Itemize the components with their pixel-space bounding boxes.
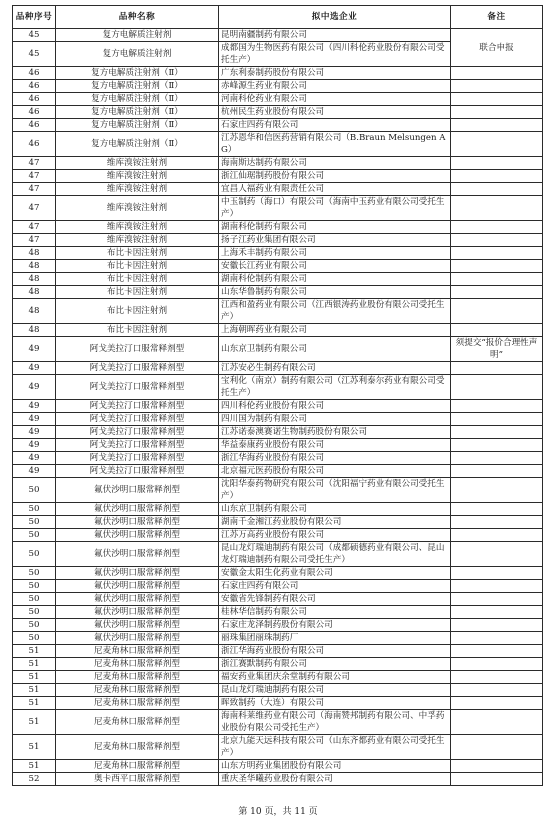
drug-name-cell: 氟伏沙明口服常释剂型 [56, 606, 219, 619]
table-row [13, 439, 543, 452]
seq-cell: 48 [13, 247, 56, 260]
table-row [13, 503, 543, 516]
remark-cell: 须提交“报价合理性声明” [451, 337, 543, 362]
drug-name-cell: 氟伏沙明口服常释剂型 [56, 516, 219, 529]
company-cell: 江苏安必生制药有限公司 [219, 362, 451, 375]
remark-cell [451, 529, 543, 542]
table-row [13, 400, 543, 413]
drug-name-cell: 阿戈美拉汀口服常释剂型 [56, 362, 219, 375]
seq-cell: 50 [13, 478, 56, 503]
remark-cell [451, 773, 543, 786]
drug-name-cell: 阿戈美拉汀口服常释剂型 [56, 413, 219, 426]
company-cell: 浙江赛默制药有限公司 [219, 658, 451, 671]
table-row [13, 247, 543, 260]
seq-cell: 49 [13, 375, 56, 400]
remark-cell [451, 452, 543, 465]
remark-cell: 联合申报 [451, 29, 543, 67]
header-seq: 品种序号 [13, 6, 56, 29]
table-row [13, 299, 543, 324]
table-body [13, 29, 543, 786]
remark-cell [451, 80, 543, 93]
seq-cell: 49 [13, 465, 56, 478]
remark-cell [451, 132, 543, 157]
company-cell: 丽珠集团丽珠制药厂 [219, 632, 451, 645]
company-cell: 昆山龙灯瑞迪制药有限公司（成都硕德药业有限公司、昆山龙灯瑞迪制药有限公司受托生产） [219, 542, 451, 567]
seq-cell: 50 [13, 529, 56, 542]
drug-name-cell: 布比卡因注射剂 [56, 286, 219, 299]
table-row [13, 684, 543, 697]
table-row [13, 80, 543, 93]
company-cell: 湖南科伦制药有限公司 [219, 273, 451, 286]
drug-name-cell: 维库溴铵注射剂 [56, 183, 219, 196]
seq-cell: 51 [13, 710, 56, 735]
seq-cell: 52 [13, 773, 56, 786]
remark-cell [451, 413, 543, 426]
drug-name-cell: 尼麦角林口服常释剂型 [56, 684, 219, 697]
company-cell: 安徽长江药业有限公司 [219, 260, 451, 273]
table-row [13, 362, 543, 375]
remark-cell [451, 324, 543, 337]
drug-name-cell: 复方电解质注射剂（Ⅱ） [56, 80, 219, 93]
drug-name-cell: 复方电解质注射剂（Ⅱ） [56, 67, 219, 80]
seq-cell: 51 [13, 697, 56, 710]
remark-cell [451, 400, 543, 413]
table-row [13, 773, 543, 786]
table-row [13, 529, 543, 542]
seq-cell: 46 [13, 93, 56, 106]
drug-name-cell: 复方电解质注射剂（Ⅱ） [56, 132, 219, 157]
seq-cell: 46 [13, 106, 56, 119]
table-row [13, 465, 543, 478]
seq-cell: 51 [13, 684, 56, 697]
table-row [13, 542, 543, 567]
drug-name-cell: 氟伏沙明口服常释剂型 [56, 567, 219, 580]
table-row [13, 478, 543, 503]
seq-cell: 45 [13, 42, 56, 67]
company-cell: 山东京卫制药有限公司 [219, 503, 451, 516]
drug-name-cell: 阿戈美拉汀口服常释剂型 [56, 465, 219, 478]
seq-cell: 50 [13, 580, 56, 593]
drug-name-cell: 布比卡因注射剂 [56, 247, 219, 260]
remark-cell [451, 710, 543, 735]
seq-cell: 51 [13, 735, 56, 760]
company-cell: 石家庄四药有限公司 [219, 119, 451, 132]
table-row [13, 567, 543, 580]
company-cell: 四川国为制药有限公司 [219, 413, 451, 426]
company-cell: 湖南科伦制药有限公司 [219, 221, 451, 234]
table-row [13, 170, 543, 183]
table-row [13, 580, 543, 593]
drug-name-cell: 阿戈美拉汀口服常释剂型 [56, 426, 219, 439]
seq-cell: 50 [13, 593, 56, 606]
remark-cell [451, 580, 543, 593]
remark-cell [451, 362, 543, 375]
company-cell: 石家庄龙泽制药股份有限公司 [219, 619, 451, 632]
seq-cell: 47 [13, 157, 56, 170]
drug-name-cell: 维库溴铵注射剂 [56, 157, 219, 170]
seq-cell: 46 [13, 80, 56, 93]
company-cell: 晖致制药（大连）有限公司 [219, 697, 451, 710]
seq-cell: 51 [13, 658, 56, 671]
company-cell: 宝利化（南京）制药有限公司（江苏利泰尔药业有限公司受托生产） [219, 375, 451, 400]
company-cell: 广东利泰制药股份有限公司 [219, 67, 451, 80]
drug-name-cell: 复方电解质注射剂（Ⅱ） [56, 106, 219, 119]
company-cell: 江苏万高药业股份有限公司 [219, 529, 451, 542]
drug-name-cell: 阿戈美拉汀口服常释剂型 [56, 337, 219, 362]
drug-name-cell: 维库溴铵注射剂 [56, 234, 219, 247]
drug-name-cell: 尼麦角林口服常释剂型 [56, 658, 219, 671]
table-row [13, 452, 543, 465]
table-row [13, 157, 543, 170]
seq-cell: 48 [13, 286, 56, 299]
company-cell: 海南斯达制药有限公司 [219, 157, 451, 170]
company-cell: 桂林华信制药有限公司 [219, 606, 451, 619]
seq-cell: 48 [13, 299, 56, 324]
table-row [13, 337, 543, 362]
remark-cell [451, 735, 543, 760]
remark-cell [451, 67, 543, 80]
drug-name-cell: 氟伏沙明口服常释剂型 [56, 478, 219, 503]
company-cell: 山东京卫制药有限公司 [219, 337, 451, 362]
drug-name-cell: 阿戈美拉汀口服常释剂型 [56, 375, 219, 400]
company-cell: 浙江华海药业股份有限公司 [219, 452, 451, 465]
table-row [13, 132, 543, 157]
company-cell: 海南科莱维药业有限公司（海南赞邦制药有限公司、中孚药业股份有限公司受托生产） [219, 710, 451, 735]
seq-cell: 49 [13, 452, 56, 465]
seq-cell: 47 [13, 183, 56, 196]
table-row [13, 516, 543, 529]
procurement-table [12, 5, 543, 786]
seq-cell: 50 [13, 503, 56, 516]
seq-cell: 48 [13, 324, 56, 337]
remark-cell [451, 183, 543, 196]
company-cell: 河南科伦药业有限公司 [219, 93, 451, 106]
remark-cell [451, 119, 543, 132]
seq-cell: 47 [13, 196, 56, 221]
remark-cell [451, 567, 543, 580]
table-row [13, 760, 543, 773]
table-row [13, 671, 543, 684]
drug-name-cell: 尼麦角林口服常释剂型 [56, 760, 219, 773]
seq-cell: 46 [13, 67, 56, 80]
remark-cell [451, 170, 543, 183]
drug-name-cell: 氟伏沙明口服常释剂型 [56, 632, 219, 645]
drug-name-cell: 阿戈美拉汀口服常释剂型 [56, 439, 219, 452]
company-cell: 石家庄四药有限公司 [219, 580, 451, 593]
seq-cell: 49 [13, 413, 56, 426]
drug-name-cell: 维库溴铵注射剂 [56, 221, 219, 234]
seq-cell: 50 [13, 619, 56, 632]
seq-cell: 48 [13, 273, 56, 286]
table-row [13, 710, 543, 735]
drug-name-cell: 阿戈美拉汀口服常释剂型 [56, 452, 219, 465]
company-cell: 安徽金太阳生化药业有限公司 [219, 567, 451, 580]
company-cell: 上海禾丰制药有限公司 [219, 247, 451, 260]
company-cell: 昆山龙灯瑞迪制药有限公司 [219, 684, 451, 697]
remark-cell [451, 645, 543, 658]
company-cell: 杭州民生药业股份有限公司 [219, 106, 451, 119]
table-row [13, 735, 543, 760]
drug-name-cell: 维库溴铵注射剂 [56, 170, 219, 183]
table-row [13, 697, 543, 710]
remark-cell [451, 542, 543, 567]
table-row [13, 286, 543, 299]
table-row [13, 375, 543, 400]
table-row [13, 273, 543, 286]
company-cell: 华益泰康药业股份有限公司 [219, 439, 451, 452]
remark-cell [451, 375, 543, 400]
table-row [13, 29, 543, 42]
remark-cell [451, 106, 543, 119]
drug-name-cell: 尼麦角林口服常释剂型 [56, 671, 219, 684]
drug-name-cell: 布比卡因注射剂 [56, 273, 219, 286]
header-company: 拟中选企业 [219, 6, 451, 29]
seq-cell: 49 [13, 337, 56, 362]
drug-name-cell: 氟伏沙明口服常释剂型 [56, 593, 219, 606]
remark-cell [451, 93, 543, 106]
table-header-row [13, 6, 543, 29]
table-row [13, 606, 543, 619]
remark-cell [451, 658, 543, 671]
drug-name-cell: 氟伏沙明口服常释剂型 [56, 503, 219, 516]
table-row [13, 106, 543, 119]
remark-cell [451, 247, 543, 260]
seq-cell: 50 [13, 567, 56, 580]
remark-cell [451, 593, 543, 606]
remark-cell [451, 619, 543, 632]
remark-cell [451, 196, 543, 221]
company-cell: 浙江华海药业股份有限公司 [219, 645, 451, 658]
drug-name-cell: 尼麦角林口服常释剂型 [56, 645, 219, 658]
remark-cell [451, 671, 543, 684]
seq-cell: 51 [13, 671, 56, 684]
remark-cell [451, 221, 543, 234]
table-row [13, 183, 543, 196]
drug-name-cell: 复方电解质注射剂（Ⅱ） [56, 119, 219, 132]
table-row [13, 260, 543, 273]
seq-cell: 46 [13, 132, 56, 157]
seq-cell: 47 [13, 234, 56, 247]
company-cell: 安徽省先锋制药有限公司 [219, 593, 451, 606]
remark-cell [451, 606, 543, 619]
remark-cell [451, 286, 543, 299]
remark-cell [451, 439, 543, 452]
company-cell: 宜昌人福药业有限责任公司 [219, 183, 451, 196]
drug-name-cell: 尼麦角林口服常释剂型 [56, 735, 219, 760]
drug-name-cell: 阿戈美拉汀口服常释剂型 [56, 400, 219, 413]
table-row [13, 619, 543, 632]
remark-cell [451, 299, 543, 324]
header-drug-name: 品种名称 [56, 6, 219, 29]
table-row [13, 67, 543, 80]
seq-cell: 50 [13, 516, 56, 529]
table-row [13, 413, 543, 426]
drug-name-cell: 氟伏沙明口服常释剂型 [56, 529, 219, 542]
table-row [13, 645, 543, 658]
seq-cell: 50 [13, 632, 56, 645]
company-cell: 山东华鲁制药有限公司 [219, 286, 451, 299]
company-cell: 山东方明药业集团股份有限公司 [219, 760, 451, 773]
seq-cell: 51 [13, 645, 56, 658]
seq-cell: 50 [13, 542, 56, 567]
remark-cell [451, 478, 543, 503]
drug-name-cell: 氟伏沙明口服常释剂型 [56, 542, 219, 567]
drug-name-cell: 氟伏沙明口服常释剂型 [56, 580, 219, 593]
seq-cell: 49 [13, 426, 56, 439]
seq-cell: 51 [13, 760, 56, 773]
drug-name-cell: 复方电解质注射剂（Ⅱ） [56, 93, 219, 106]
drug-name-cell: 布比卡因注射剂 [56, 324, 219, 337]
company-cell: 福安药业集团庆余堂制药有限公司 [219, 671, 451, 684]
drug-name-cell: 布比卡因注射剂 [56, 299, 219, 324]
seq-cell: 49 [13, 400, 56, 413]
remark-cell [451, 697, 543, 710]
seq-cell: 45 [13, 29, 56, 42]
table-row [13, 234, 543, 247]
drug-name-cell: 布比卡因注射剂 [56, 260, 219, 273]
company-cell: 赤峰源生药业有限公司 [219, 80, 451, 93]
company-cell: 中玉制药（海口）有限公司（海南中玉药业有限公司受托生产） [219, 196, 451, 221]
company-cell: 扬子江药业集团有限公司 [219, 234, 451, 247]
seq-cell: 47 [13, 221, 56, 234]
company-cell: 成都国为生物医药有限公司（四川科伦药业股份有限公司受托生产） [219, 42, 451, 67]
company-cell: 北京福元医药股份有限公司 [219, 465, 451, 478]
table-row [13, 93, 543, 106]
remark-cell [451, 632, 543, 645]
seq-cell: 50 [13, 606, 56, 619]
company-cell: 浙江仙琚制药股份有限公司 [219, 170, 451, 183]
table-row [13, 593, 543, 606]
company-cell: 北京九能天远科技有限公司（山东齐都药业有限公司受托生产） [219, 735, 451, 760]
table-row [13, 426, 543, 439]
page-number: 第 10 页，共 11 页 [238, 807, 318, 817]
drug-name-cell: 氟伏沙明口服常释剂型 [56, 619, 219, 632]
drug-name-cell: 尼麦角林口服常释剂型 [56, 697, 219, 710]
company-cell: 上海朝晖药业有限公司 [219, 324, 451, 337]
seq-cell: 49 [13, 362, 56, 375]
company-cell: 江苏恩华和信医药营销有限公司（B.Braun Melsungen AG） [219, 132, 451, 157]
remark-cell [451, 684, 543, 697]
remark-cell [451, 273, 543, 286]
table-row [13, 324, 543, 337]
table-row [13, 632, 543, 645]
drug-name-cell: 维库溴铵注射剂 [56, 196, 219, 221]
drug-name-cell: 复方电解质注射剂 [56, 42, 219, 67]
header-remark: 备注 [451, 6, 543, 29]
company-cell: 江西和盈药业有限公司（江西银涛药业股份有限公司受托生产） [219, 299, 451, 324]
remark-cell [451, 234, 543, 247]
remark-cell [451, 516, 543, 529]
drug-name-cell: 复方电解质注射剂 [56, 29, 219, 42]
company-cell: 四川科伦药业股份有限公司 [219, 400, 451, 413]
seq-cell: 48 [13, 260, 56, 273]
seq-cell: 49 [13, 439, 56, 452]
table-row [13, 119, 543, 132]
remark-cell [451, 503, 543, 516]
company-cell: 沈阳华泰药物研究有限公司（沈阳福宁药业有限公司受托生产） [219, 478, 451, 503]
drug-name-cell: 奥卡西平口服常释剂型 [56, 773, 219, 786]
company-cell: 湖南千金湘江药业股份有限公司 [219, 516, 451, 529]
table-row [13, 658, 543, 671]
remark-cell [451, 760, 543, 773]
table-row [13, 221, 543, 234]
table-row [13, 196, 543, 221]
seq-cell: 47 [13, 170, 56, 183]
drug-name-cell: 尼麦角林口服常释剂型 [56, 710, 219, 735]
remark-cell [451, 465, 543, 478]
company-cell: 重庆圣华曦药业股份有限公司 [219, 773, 451, 786]
seq-cell: 46 [13, 119, 56, 132]
company-cell: 江苏诺泰澳赛诺生物制药股份有限公司 [219, 426, 451, 439]
remark-cell [451, 260, 543, 273]
remark-cell [451, 426, 543, 439]
remark-cell [451, 157, 543, 170]
company-cell: 昆明南疆制药有限公司 [219, 29, 451, 42]
